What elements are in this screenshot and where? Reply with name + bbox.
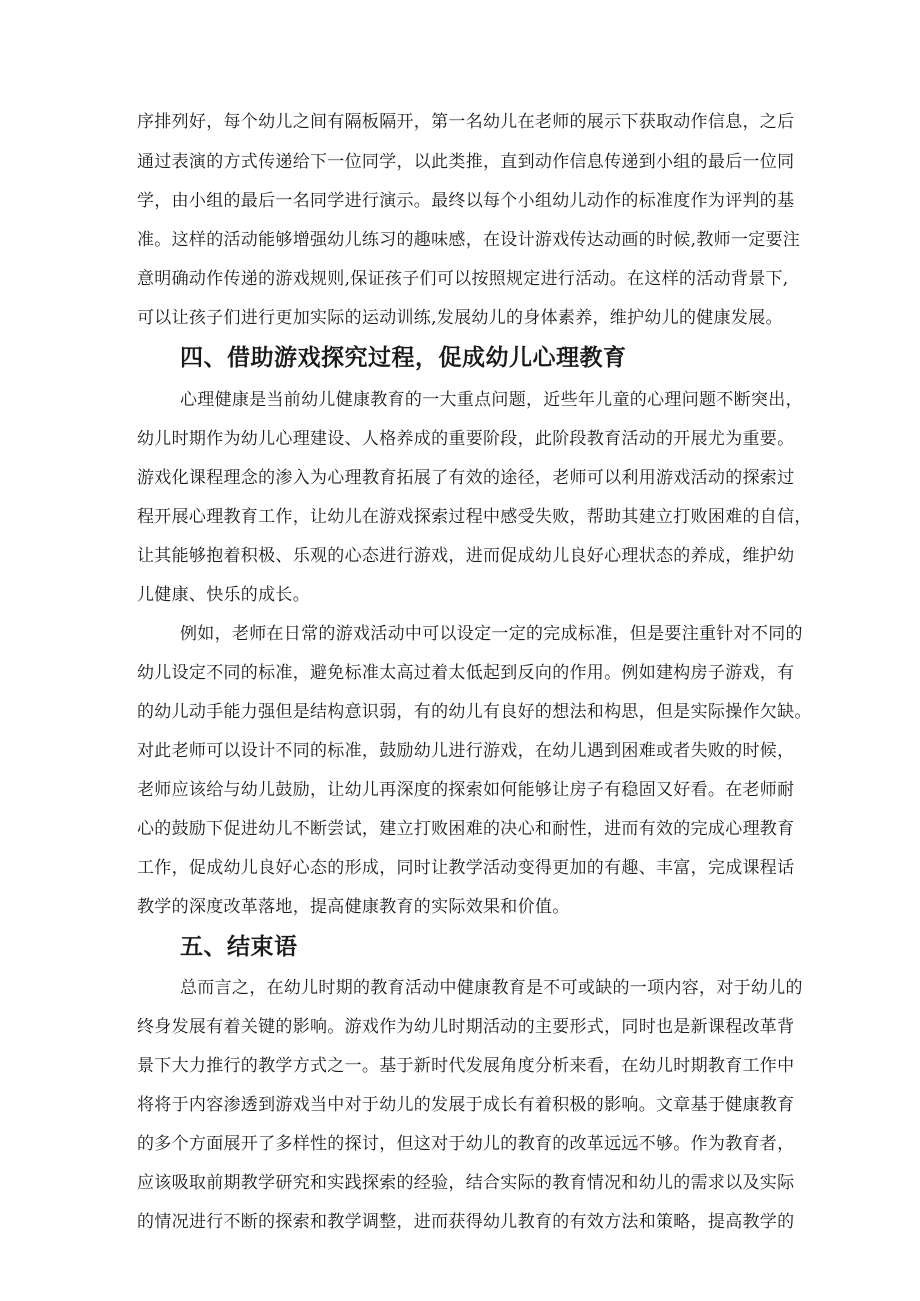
paragraph-line: 工作，促成幼儿良好心态的形成，同时让教学活动变得更加的有趣、丰富，完成课程话	[137, 858, 795, 878]
paragraph-line: 让其能够抱着积极、乐观的心态进行游戏，进而促成幼儿良好心理状态的养成，维护幼	[137, 546, 795, 566]
paragraph-line: 游戏化课程理念的渗入为心理教育拓展了有效的途径，老师可以利用游戏活动的探索过	[137, 468, 795, 488]
paragraph-line: 准。这样的活动能够增强幼儿练习的趣味感，在设计游戏传达动画的时候,教师一定要注	[137, 230, 801, 250]
paragraph-line: 幼儿设定不同的标准，避免标准太高过着太低起到反向的作用。例如建构房子游戏，有	[137, 663, 795, 683]
paragraph-line: 教学的深度改革落地，提高健康教育的实际效果和价值。	[137, 897, 570, 917]
paragraph-line: 将将于内容渗透到游戏当中对于幼儿的发展于成长有着积极的影响。文章基于健康教育	[137, 1095, 795, 1115]
section-heading: 五、结束语	[180, 934, 298, 960]
paragraph-line: 通过表演的方式传递给下一位同学，以此类推，直到动作信息传递到小组的最后一位同	[137, 152, 795, 172]
paragraph-line: 总而言之，在幼儿时期的教育活动中健康教育是不可或缺的一项内容，对于幼儿的	[180, 978, 803, 998]
paragraph-line: 的情况进行不断的探索和教学调整，进而获得幼儿教育的有效方法和策略，提高教学的	[137, 1212, 795, 1232]
paragraph-line: 儿健康、快乐的成长。	[137, 585, 310, 605]
paragraph-line: 景下大力推行的教学方式之一。基于新时代发展角度分析来看，在幼儿时期教育工作中	[137, 1056, 795, 1076]
paragraph-line: 的幼儿动手能力强但是结构意识弱，有的幼儿有良好的想法和构思，但是实际操作欠缺。	[137, 702, 812, 722]
paragraph-line: 心理健康是当前幼儿健康教育的一大重点问题，近些年儿童的心理问题不断突出，	[180, 390, 803, 410]
paragraph-line: 应该吸取前期教学研究和实践探索的经验，结合实际的教育情况和幼儿的需求以及实际	[137, 1173, 795, 1193]
paragraph-line: 心的鼓励下促进幼儿不断尝试，建立打败困难的决心和耐性，进而有效的完成心理教育	[137, 819, 795, 839]
paragraph-line: 终身发展有着关键的影响。游戏作为幼儿时期活动的主要形式，同时也是新课程改革背	[137, 1017, 795, 1037]
section-heading: 四、借助游戏探究过程，促成幼儿心理教育	[180, 345, 627, 371]
paragraph-line: 例如，老师在日常的游戏活动中可以设定一定的完成标准，但是要注重针对不同的	[180, 624, 803, 644]
paragraph-line: 对此老师可以设计不同的标准，鼓励幼儿进行游戏，在幼儿遇到困难或者失败的时候，	[137, 741, 795, 761]
paragraph-line: 幼儿时期作为幼儿心理建设、人格养成的重要阶段，此阶段教育活动的开展尤为重要。	[137, 429, 795, 449]
paragraph-line: 学，由小组的最后一名同学进行演示。最终以每个小组幼儿动作的标准度作为评判的基	[137, 191, 795, 211]
paragraph-line: 意明确动作传递的游戏规则,保证孩子们可以按照规定进行活动。在这样的活动背景下,	[137, 269, 789, 289]
paragraph-line: 程开展心理教育工作，让幼儿在游戏探索过程中感受失败，帮助其建立打败困难的自信，	[137, 507, 812, 527]
paragraph-line: 可以让孩子们进行更加实际的运动训练,发展幼儿的身体素养，维护幼儿的健康发展。	[137, 308, 783, 328]
paragraph-line: 序排列好，每个幼儿之间有隔板隔开，第一名幼儿在老师的展示下获取动作信息，之后	[137, 112, 795, 132]
paragraph-line: 的多个方面展开了多样性的探讨，但这对于幼儿的教育的改革远远不够。作为教育者，	[137, 1134, 795, 1154]
paragraph-line: 老师应该给与幼儿鼓励，让幼儿再深度的探索如何能够让房子有稳固又好看。在老师耐	[137, 780, 795, 800]
